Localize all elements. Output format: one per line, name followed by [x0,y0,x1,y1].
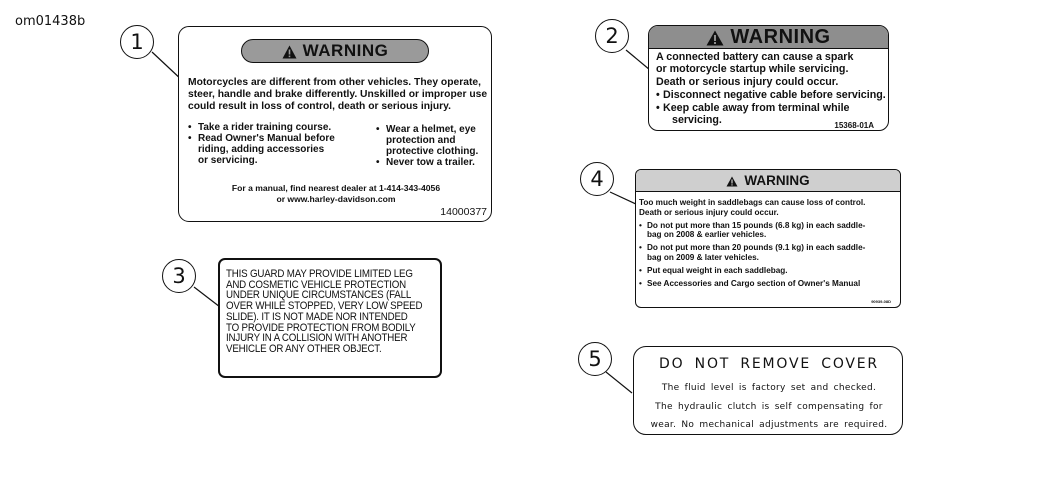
text-line: VEHICLE OR ANY OTHER OBJECT. [226,342,382,355]
label-rider-warning [178,26,492,222]
part-number: 90939-08D [871,299,891,304]
warning-triangle-icon [282,45,297,59]
text-line: wear. No mechanical adjustments are required. [650,420,888,430]
callout-4: 4 [580,162,614,196]
bullet-item: • See Accessories and Cargo section of Owner's Manual [639,278,861,288]
label3-body [226,269,424,355]
label1-paragraph [188,77,488,112]
bullet-item: • Keep cable away from terminal while servicing. [656,101,850,127]
text-line: SLIDE). IT IS NOT MADE NOR INTENDED [226,310,408,323]
text-line: TO PROVIDE PROTECTION FROM BODILY [226,321,416,334]
bullet-item: • Do not put more than 20 pounds (9.1 kg) in each saddle- bag on 2009 & later vehicles. [639,243,866,262]
label2-body [656,51,888,126]
bullet-item: • Never tow a trailer. [376,157,475,168]
label4-body [639,198,901,288]
bullet-item: • Disconnect negative cable before servicing. [656,89,886,102]
text-line: Death or serious injury could occur. [639,207,779,217]
text-line: UNDER UNIQUE CIRCUMSTANCES (FALL [226,289,412,302]
footer-line: or www.harley-davidson.com [276,194,396,204]
text-line: could result in loss of control, death or serious injury. [188,100,451,112]
text-line: Do not put more than 15 pounds (6.8 kg) in each saddle- [647,220,866,230]
callout-5: 5 [578,342,612,376]
bullet-item: • Do not put more than 15 pounds (6.8 kg) in each saddle- bag on 2008 & earlier vehicles. [639,220,866,240]
label-clutch-cover [633,346,903,435]
text-line: Motorcycles are different from other vehicles. They operate, [188,77,481,88]
text-line: INJURY IN A COLLISION WITH ANOTHER [226,332,408,345]
text-line: Wear a helmet, eye [386,124,476,135]
warning-banner [636,170,900,192]
text-line: Put equal weight in each saddlebag. [647,265,788,275]
label1-bullets-right [376,124,486,168]
text-line: The hydraulic clutch is self compensating for [655,402,883,412]
text-line: Read Owner's Manual before [198,133,335,144]
text-line: AND COSMETIC VEHICLE PROTECTION [226,278,407,291]
label5-title: DO NOT REMOVE COVER [659,356,879,372]
text-line: protective clothing. [386,146,479,157]
warning-title: WARNING [730,25,831,48]
text-line: The fluid level is factory set and checked. [661,383,877,393]
text-line: steer, handle and brake differently. Unskilled or improper use [188,88,488,100]
label-battery-warning [648,25,889,131]
text-line: protection and [386,135,456,146]
text-line: OVER WHILE STOPPED, VERY LOW SPEED [226,300,423,313]
callout-3: 3 [162,259,196,293]
warning-banner [241,39,429,63]
warning-banner [649,26,888,49]
text-line: bag on 2009 & later vehicles. [647,252,759,262]
bullet-item: • Read Owner's Manual before riding, adding accessories or servicing. [188,133,335,166]
text-line: servicing. [672,114,722,127]
text-line: Do not put more than 20 pounds (9.1 kg) in each saddle- [647,243,866,253]
text-line: or servicing. [198,155,258,166]
part-number: 14000377 [440,206,487,218]
warning-triangle-icon [726,176,738,187]
bullet-item: • Put equal weight in each saddlebag. [639,265,788,275]
bullet-item: • Take a rider training course. [188,122,332,133]
callout-2: 2 [595,19,629,53]
text-line: A connected battery can cause a spark [656,51,854,63]
text-line: See Accessories and Cargo section of Owner's Manual [647,278,861,288]
text-line: THIS GUARD MAY PROVIDE LIMITED LEG [226,268,413,280]
text-line: bag on 2008 & earlier vehicles. [647,230,767,240]
text-line: riding, adding accessories [198,144,325,155]
figure-id: om01438b [15,14,86,29]
text-line: Never tow a trailer. [386,157,475,168]
label-guard-notice [218,258,442,378]
warning-title: WARNING [302,41,389,60]
text-line: Disconnect negative cable before servicing. [663,89,886,102]
bullet-item: • Wear a helmet, eye protection and protective clothing. [376,124,479,157]
warning-title: WARNING [744,173,810,188]
text-line: or motorcycle startup while servicing. [656,63,849,76]
callout-1: 1 [120,25,154,59]
warning-triangle-icon [706,30,724,46]
text-line: Take a rider training course. [198,122,332,133]
label1-bullets-left [188,122,363,166]
text-line: Death or serious injury could occur. [656,75,839,88]
footer-line: For a manual, find nearest dealer at 1-414-343-4056 [231,183,441,193]
part-number: 15368-01A [834,121,874,130]
text-line: Too much weight in saddlebags can cause loss of control. [639,198,866,207]
text-line: Keep cable away from terminal while [663,101,850,114]
label-saddlebag-warning [635,169,901,308]
